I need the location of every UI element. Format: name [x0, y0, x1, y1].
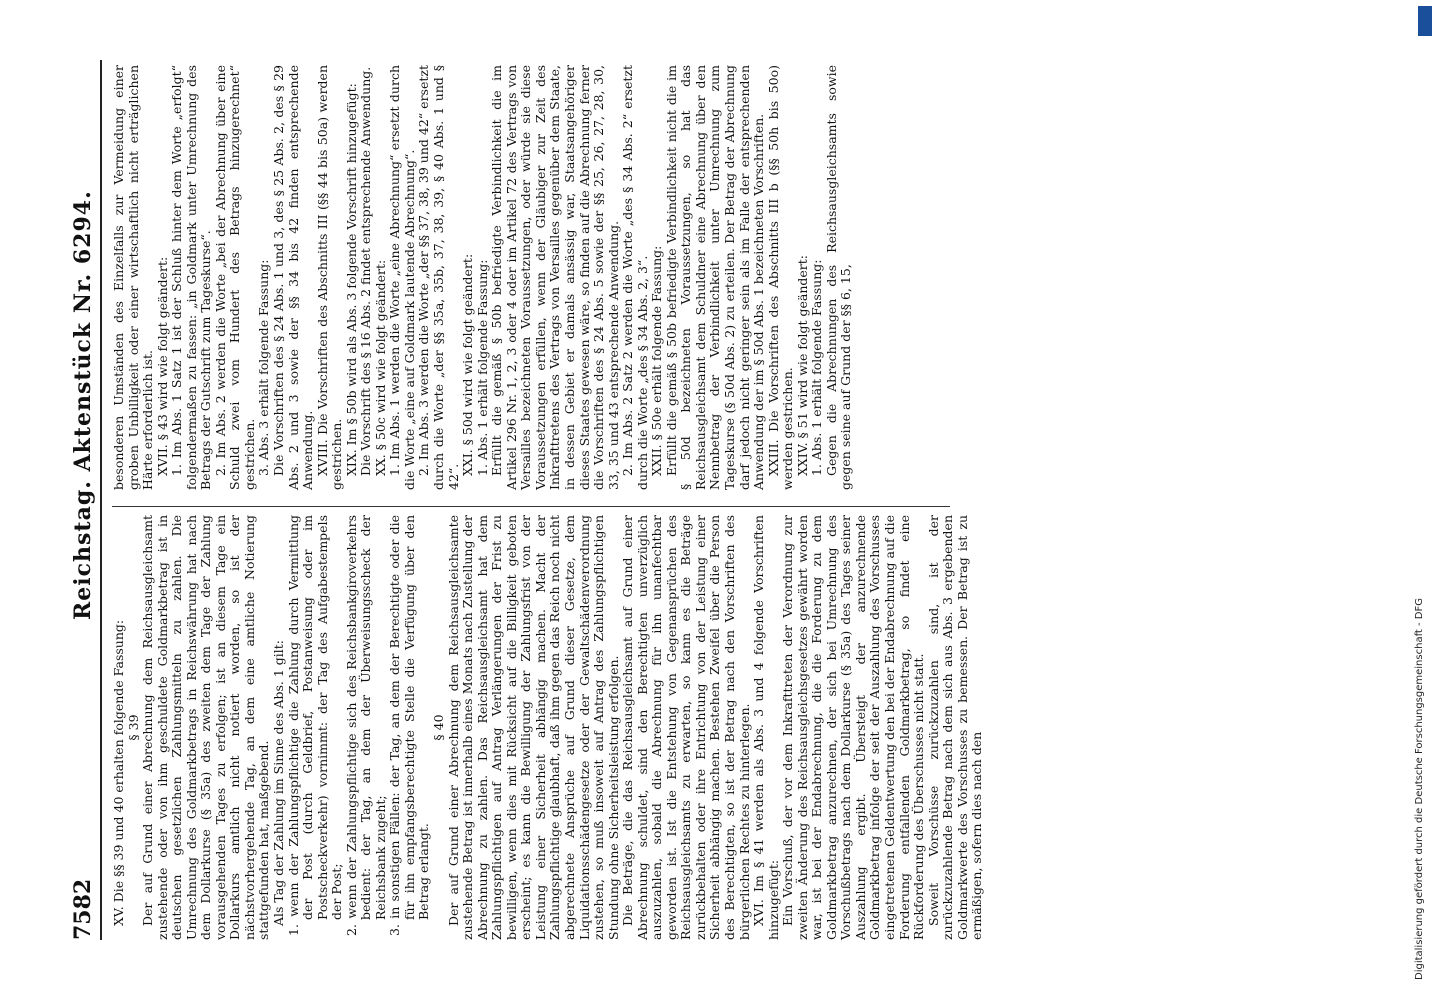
- paragraph-heading: § 40: [431, 714, 447, 741]
- column-divider: [112, 506, 950, 507]
- digitization-note: [1404, 0, 1434, 1000]
- page-number: 7582: [70, 878, 96, 940]
- paragraph: Die Vorschrift des § 16 Abs. 2 findet entsprechende Anwendung.: [358, 66, 374, 476]
- text-column-left: [112, 515, 985, 940]
- paragraph: Ein Vorschuß, der vor dem Inkrafttreten der Verordnung zur zweiten Änderung des Reichsausgleichsgesetzes gewährt worden war, ist bei der Endabrechnung, die die Forderung zu dem Goldmarkbetrag anzurechnen, der sich bei Umrechnung des Vorschußbetrags nach dem Dollarkurse (§ 35a) des Tages seiner Auszahlung ergibt. Übersteigt der anzurechnende Goldmarkbetrag infolge der seit der Auszahlung des Vorschusses eingetretenen Geldentwertung den bei der Endabrechnung auf die Forderung entfallenden Goldmarkbetrag, so findet eine Rückforderung des Überschusses nicht statt.: [780, 515, 927, 940]
- paragraph: Soweit Vorschüsse zurückzuzahlen sind, ist der zurückzuzahlende Betrag nach dem sich aus Abs. 3 ergebenden Goldmarkwerte des Vorschusses zu bemessen. Der Betrag ist zu ermäßigen, sofern dies nach den: [925, 515, 985, 940]
- section-heading: XVIII. Die Vorschriften des Abschnitts III (§§ 44 bis 50a) werden gestrichen.: [314, 65, 345, 490]
- paragraph: Der auf Grund einer Abrechnung dem Reichsausgleichsamte zustehende Betrag ist innerhalb eines Monats nach Zustellung der Abrechnung zu zahlen. Das Reichsausgleichsamt hat dem Zahlungspflichtigen auf Antrag Verlängerungen der Frist zu bewilligen, wenn dies mit Rücksicht auf die Billigkeit geboten erscheint; es kann die Bewilligung der Zahlungsfrist von der Leistung einer Sicherheit abhängig machen. Macht der Zahlungspflichtige glaubhaft, daß ihm gegen das Reich noch nicht abgerechnete Ansprüche auf Grund dieser Gesetze, dem Liquidationsschädengesetze oder der Gewaltschädenverordnung zustehen, so muß insoweit auf Antrag des Zahlungspflichtigen Stundung ohne Sicherheitsleistung erfolgen.: [445, 515, 621, 940]
- section-heading: XVII. § 43 wird wie folgt geändert:: [154, 256, 170, 476]
- section-heading: XX. § 50c wird wie folgt geändert:: [372, 259, 388, 476]
- paragraph: 2. Im Abs. 2 werden die Worte „bei der Abrechnung über eine Schuld zwei vom Hundert des Betrags hinzugerechnet“ gestrichen.: [212, 65, 257, 490]
- paragraph: Die Vorschriften des § 24 Abs. 1 und 3, des § 25 Abs. 2, des § 29 Abs. 2 und 3 sowie der §§ 34 bis 42 finden entsprechende Anwendung.: [271, 65, 316, 490]
- dfg-logo: [1418, 6, 1432, 36]
- paragraph: Die Beträge, die das Reichsausgleichsamt auf Grund einer Abrechnung schuldet, sind den Berechtigten unverzüglich auszuzahlen, sobald die Abrechnung für ihn unanfechtbar geworden ist. Ist die Entstehung von Gegenansprüchen des Reichsausgleichsamts zu erwarten, so kann es die Beträge zurückbehalten oder ihre Entrichtung von der Leistung einer Sicherheit abhängig machen. Bestehen Zweifel über die Person des Berechtigten, so ist der Betrag nach den Vorschriften des bürgerlichen Rechtes zu hinterlegen.: [620, 515, 752, 940]
- text-column-right: [112, 65, 854, 490]
- paragraph: 1. wenn der Zahlungspflichtige die Zahlung durch Vermittlung der Post (durch Geldbrief, Postanweisung oder im Postscheckverkehr) vornimmt: der Tag des Aufgabestempels der Post;: [285, 515, 345, 936]
- digitization-note-text: Digitalisierung gefördert durch die Deutsche Forschungsgemeinschaft - DFG: [1414, 597, 1425, 980]
- paragraph: 1. Abs. 1 erhält folgende Fassung:: [474, 259, 490, 476]
- paragraph: Der auf Grund einer Abrechnung dem Reichsausgleichsamt zustehende oder von ihm geschuldete Goldmarkbetrag ist in deutschen gesetzlichen Zahlungsmitteln zu zahlen. Die Umrechnung des Goldmarkbetrags in Reichswährung hat nach dem Dollarkurse (§ 35a) des zweiten dem Tage der Zahlung vorausgehenden Tages zu erfolgen; ist an diesem Tage ein Dollarkurs amtlich nicht notiert worden, so ist der nächstvorhergehende Tag, an dem eine amtliche Notierung stattgefunden hat, maßgebend.: [140, 515, 272, 940]
- section-heading: XXIV. § 51 wird wie folgt geändert:: [794, 254, 810, 476]
- paragraph: Erfüllt die gemäß § 50b befriedigte Verbindlichkeit die im Artikel 296 Nr. 1, 2, 3 oder 4 oder im Artikel 72 des Vertrags von Versailles bezeichneten Voraussetzungen, oder würde sie diese Voraussetzungen erfüllen, wenn der Gläubiger zur Zeit des Inkrafttretens des Vertrags von Versailles gegenüber dem Staate, in dessen Gebiet er damals ansässig war, Staatsangehöriger dieses Staates gewesen wäre, so finden auf die Abrechnung ferner die Vorschriften des § 24 Abs. 5 sowie der §§ 25, 26, 27, 28, 30, 33, 35 und 43 entsprechende Anwendung.: [489, 65, 621, 490]
- paragraph: 1. Im Abs. 1 werden die Worte „eine Abrechnung“ ersetzt durch die Worte „eine auf Goldmark lautende Abrechnung“.: [387, 65, 417, 490]
- section-heading: XXIII. Die Vorschriften des Abschnitts III b (§§ 50h bis 50o) werden gestrichen.: [765, 65, 796, 490]
- page-header: [60, 60, 102, 940]
- paragraph: 1. Abs. 1 erhält folgende Fassung:: [809, 259, 825, 476]
- paragraph: Gegen die Abrechnungen des Reichsausgleichsamts sowie gegen seine auf Grund der §§ 6, 15,: [823, 65, 854, 490]
- section-heading: XIX. Im § 50b wird als Abs. 3 folgende Vorschrift hinzugefügt:: [343, 83, 359, 476]
- rotated-page: [60, 50, 1390, 960]
- header-title: Reichstag. Aktenstück Nr. 6294.: [70, 190, 96, 620]
- paragraph: 2. Im Abs. 3 werden die Worte „der §§ 37, 38, 39 und 42“ ersetzt durch die Worte „der §§ 35a, 35b, 37, 38, 39, § 40 Abs. 1 und § 42“.: [416, 65, 461, 490]
- section-heading: XXI. § 50d wird wie folgt geändert:: [460, 253, 476, 476]
- section-heading: XV. Die §§ 39 und 40 erhalten folgende Fassung:: [111, 619, 126, 926]
- paragraph: 3. Abs. 3 erhält folgende Fassung:: [256, 259, 272, 476]
- section-heading: XXII. § 50e erhält folgende Fassung:: [649, 245, 665, 476]
- paragraph: Als Tag der Zahlung im Sinne des Abs. 1 gilt:: [271, 639, 287, 926]
- paragraph: 2. wenn der Zahlungspflichtige sich des Reichsbankgiroverkehrs bedient: der Tag, an dem der Überweisungsscheck der Reichsbank zugeht;: [343, 515, 388, 936]
- section-heading: XVI. Im § 41 werden als Abs. 3 und 4 folgende Vorschriften hinzugefügt:: [751, 515, 781, 940]
- paragraph: 3. in sonstigen Fällen: der Tag, an dem der Berechtigte oder die für ihn empfangsberechtigte Stelle die Verfügung über den Betrag erlangt.: [387, 515, 432, 936]
- paragraph: Erfüllt die gemäß § 50b befriedigte Verbindlichkeit nicht die im § 50d bezeichneten Voraussetzungen, so hat das Reichsausgleichsamt dem Schuldner eine Abrechnung über den Nennbetrag der Verbindlichkeit unter Umrechnung zum Tageskurse (§ 50d Abs. 2) zu erteilen. Der Betrag der Abrechnung darf jedoch nicht geringer sein als im Falle der entsprechenden Anwendung der im § 50d Abs. 1 bezeichneten Vorschriften.: [663, 65, 767, 490]
- paragraph: 2. Im Abs. 2 Satz 2 werden die Worte „des § 34 Abs. 2“ ersetzt durch die Worte „des § 34 Abs. 2, 3“.: [620, 65, 650, 490]
- paragraph: besonderen Umständen des Einzelfalls zur Vermeidung einer groben Unbilligkeit oder einer wirtschaftlich nicht erträglichen Härte erforderlich ist.: [111, 65, 156, 490]
- paragraph-heading: § 39: [125, 714, 141, 741]
- paragraph: 1. Im Abs. 1 Satz 1 ist der Schluß hinter dem Worte „erfolgt“ folgendermaßen zu fassen: „in Goldmark unter Umrechnung des Betrags der Gutschrift zum Tageskurse“.: [169, 65, 214, 490]
